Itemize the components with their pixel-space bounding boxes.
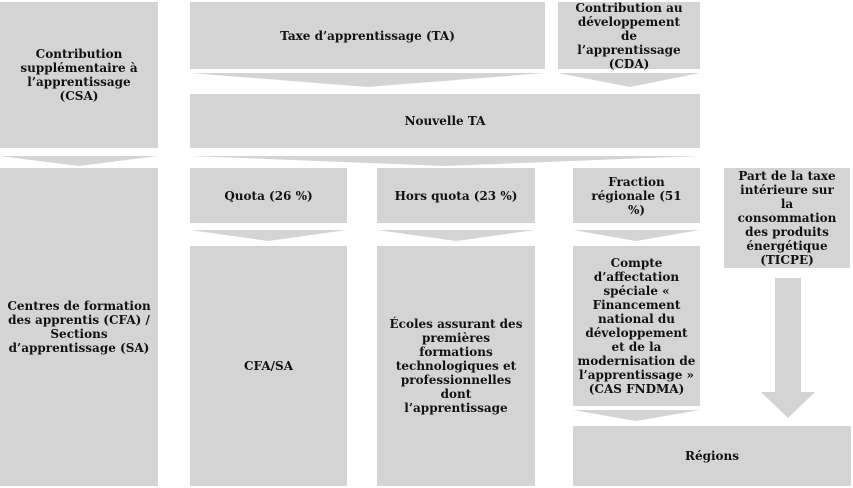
regions-box <box>573 426 851 486</box>
cfa-sa-label: CFA/SA <box>243 359 294 373</box>
arrow-ticpe-to-regions <box>761 278 815 418</box>
arrow-fraction-to-cas <box>573 230 700 241</box>
arrow-cda-to-nouvelle-ta <box>558 73 700 87</box>
cas-fndma-label: Compte d’affectation spéciale « Financement national du développement et de la modernisation de l’apprentissage » (CAS FNDMA) <box>577 256 696 396</box>
cda-box <box>558 2 700 69</box>
arrow-cas-to-regions <box>573 410 700 421</box>
ta-label: Taxe d’apprentissage (TA) <box>280 28 455 43</box>
arrow-nouvelle-ta-split <box>190 156 700 166</box>
ticpe-label: Part de la taxe intérieure sur la consommation des produits énergétique (TICPE) <box>737 169 837 267</box>
arrow-ta-to-nouvelle-ta <box>190 73 545 87</box>
regions-label: Régions <box>684 449 740 463</box>
cas-fndma-box <box>573 246 700 406</box>
fraction-regionale-label: Fraction régionale (51 %) <box>591 174 682 217</box>
ta-box <box>190 2 545 69</box>
quota-box <box>190 168 347 223</box>
csa-label: Contribution supplémentaire à l’apprentissage (CSA) <box>20 47 138 103</box>
ticpe-box <box>724 168 850 268</box>
nouvelle-ta-label: Nouvelle TA <box>404 114 486 128</box>
ecoles-label: Écoles assurant des premières formations technologiques et professionnelles dont l’apprentissage <box>389 317 523 415</box>
cfa-sa-box <box>190 246 347 486</box>
cda-label: Contribution au développement de l’apprentissage (CDA) <box>575 0 683 71</box>
ecoles-box <box>377 246 535 486</box>
hors-quota-label: Hors quota (23 %) <box>394 188 518 203</box>
fraction-regionale-box <box>573 168 700 223</box>
nouvelle-ta-box <box>190 94 700 148</box>
arrow-quota-to-cfa-sa <box>190 230 347 241</box>
cfa-sections-box <box>0 168 158 486</box>
arrow-hors-quota-to-ecoles <box>377 230 535 241</box>
hors-quota-box <box>377 168 535 223</box>
cfa-sections-label: Centres de formation des apprentis (CFA) / Sections d’apprentissage (SA) <box>7 299 151 355</box>
csa-box <box>0 2 158 148</box>
quota-label: Quota (26 %) <box>224 188 313 203</box>
arrow-csa-to-cfa <box>0 156 158 166</box>
